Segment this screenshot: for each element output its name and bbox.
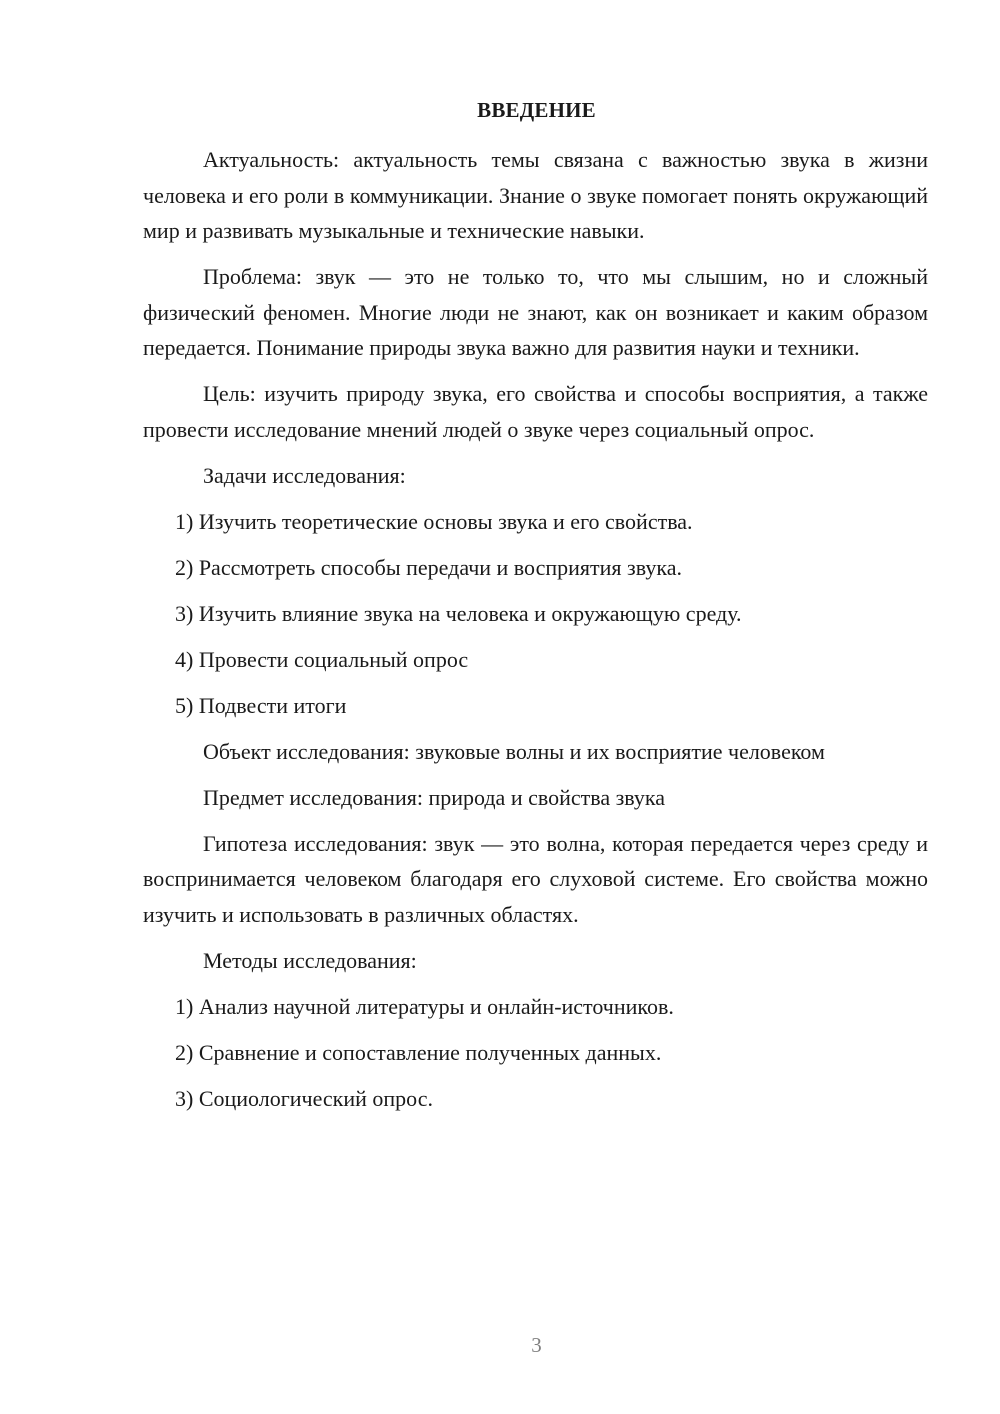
problem-paragraph: Проблема: звук — это не только то, что мы слышим, но и сложный физический феномен. Многие люди не знают, как он возникает и каким образом передается. Понимание природы звука важно для развития науки и техники. [143,264,928,360]
task-item: 2) Рассмотреть способы передачи и восприятия звука. [175,554,682,580]
method-item: 1) Анализ научной литературы и онлайн-источников. [175,993,674,1019]
subject-paragraph: Предмет исследования: природа и свойства звука [203,784,666,810]
methods-heading: Методы исследования: [203,947,417,973]
task-item: 4) Провести социальный опрос [175,646,469,672]
page-title: ВВЕДЕНИЕ [477,98,596,122]
method-item: 3) Социологический опрос. [175,1085,433,1111]
method-item: 2) Сравнение и сопоставление полученных данных. [175,1039,662,1065]
task-item: 1) Изучить теоретические основы звука и его свойства. [175,508,693,534]
document-body [143,142,928,1127]
task-item: 5) Подвести итоги [175,692,347,718]
relevance-paragraph: Актуальность: актуальность темы связана с важностью звука в жизни человека и его роли в коммуникации. Знание о звуке помогает понять окружающий мир и развивать музыкальные и технические навыки. [143,147,928,243]
tasks-heading: Задачи исследования: [203,462,406,488]
task-item: 3) Изучить влияние звука на человека и окружающую среду. [175,600,742,626]
hypothesis-paragraph: Гипотеза исследования: звук — это волна, которая передается через среду и воспринимается человеком благодаря его слуховой системе. Его свойства можно изучить и использовать в различных областях. [143,830,928,927]
page-number: 3 [531,1333,542,1357]
goal-paragraph: Цель: изучить природу звука, его свойства и способы восприятия, а также провести исследование мнений людей о звуке через социальный опрос. [143,381,928,442]
object-paragraph: Объект исследования: звуковые волны и их восприятие человеком [203,738,825,764]
